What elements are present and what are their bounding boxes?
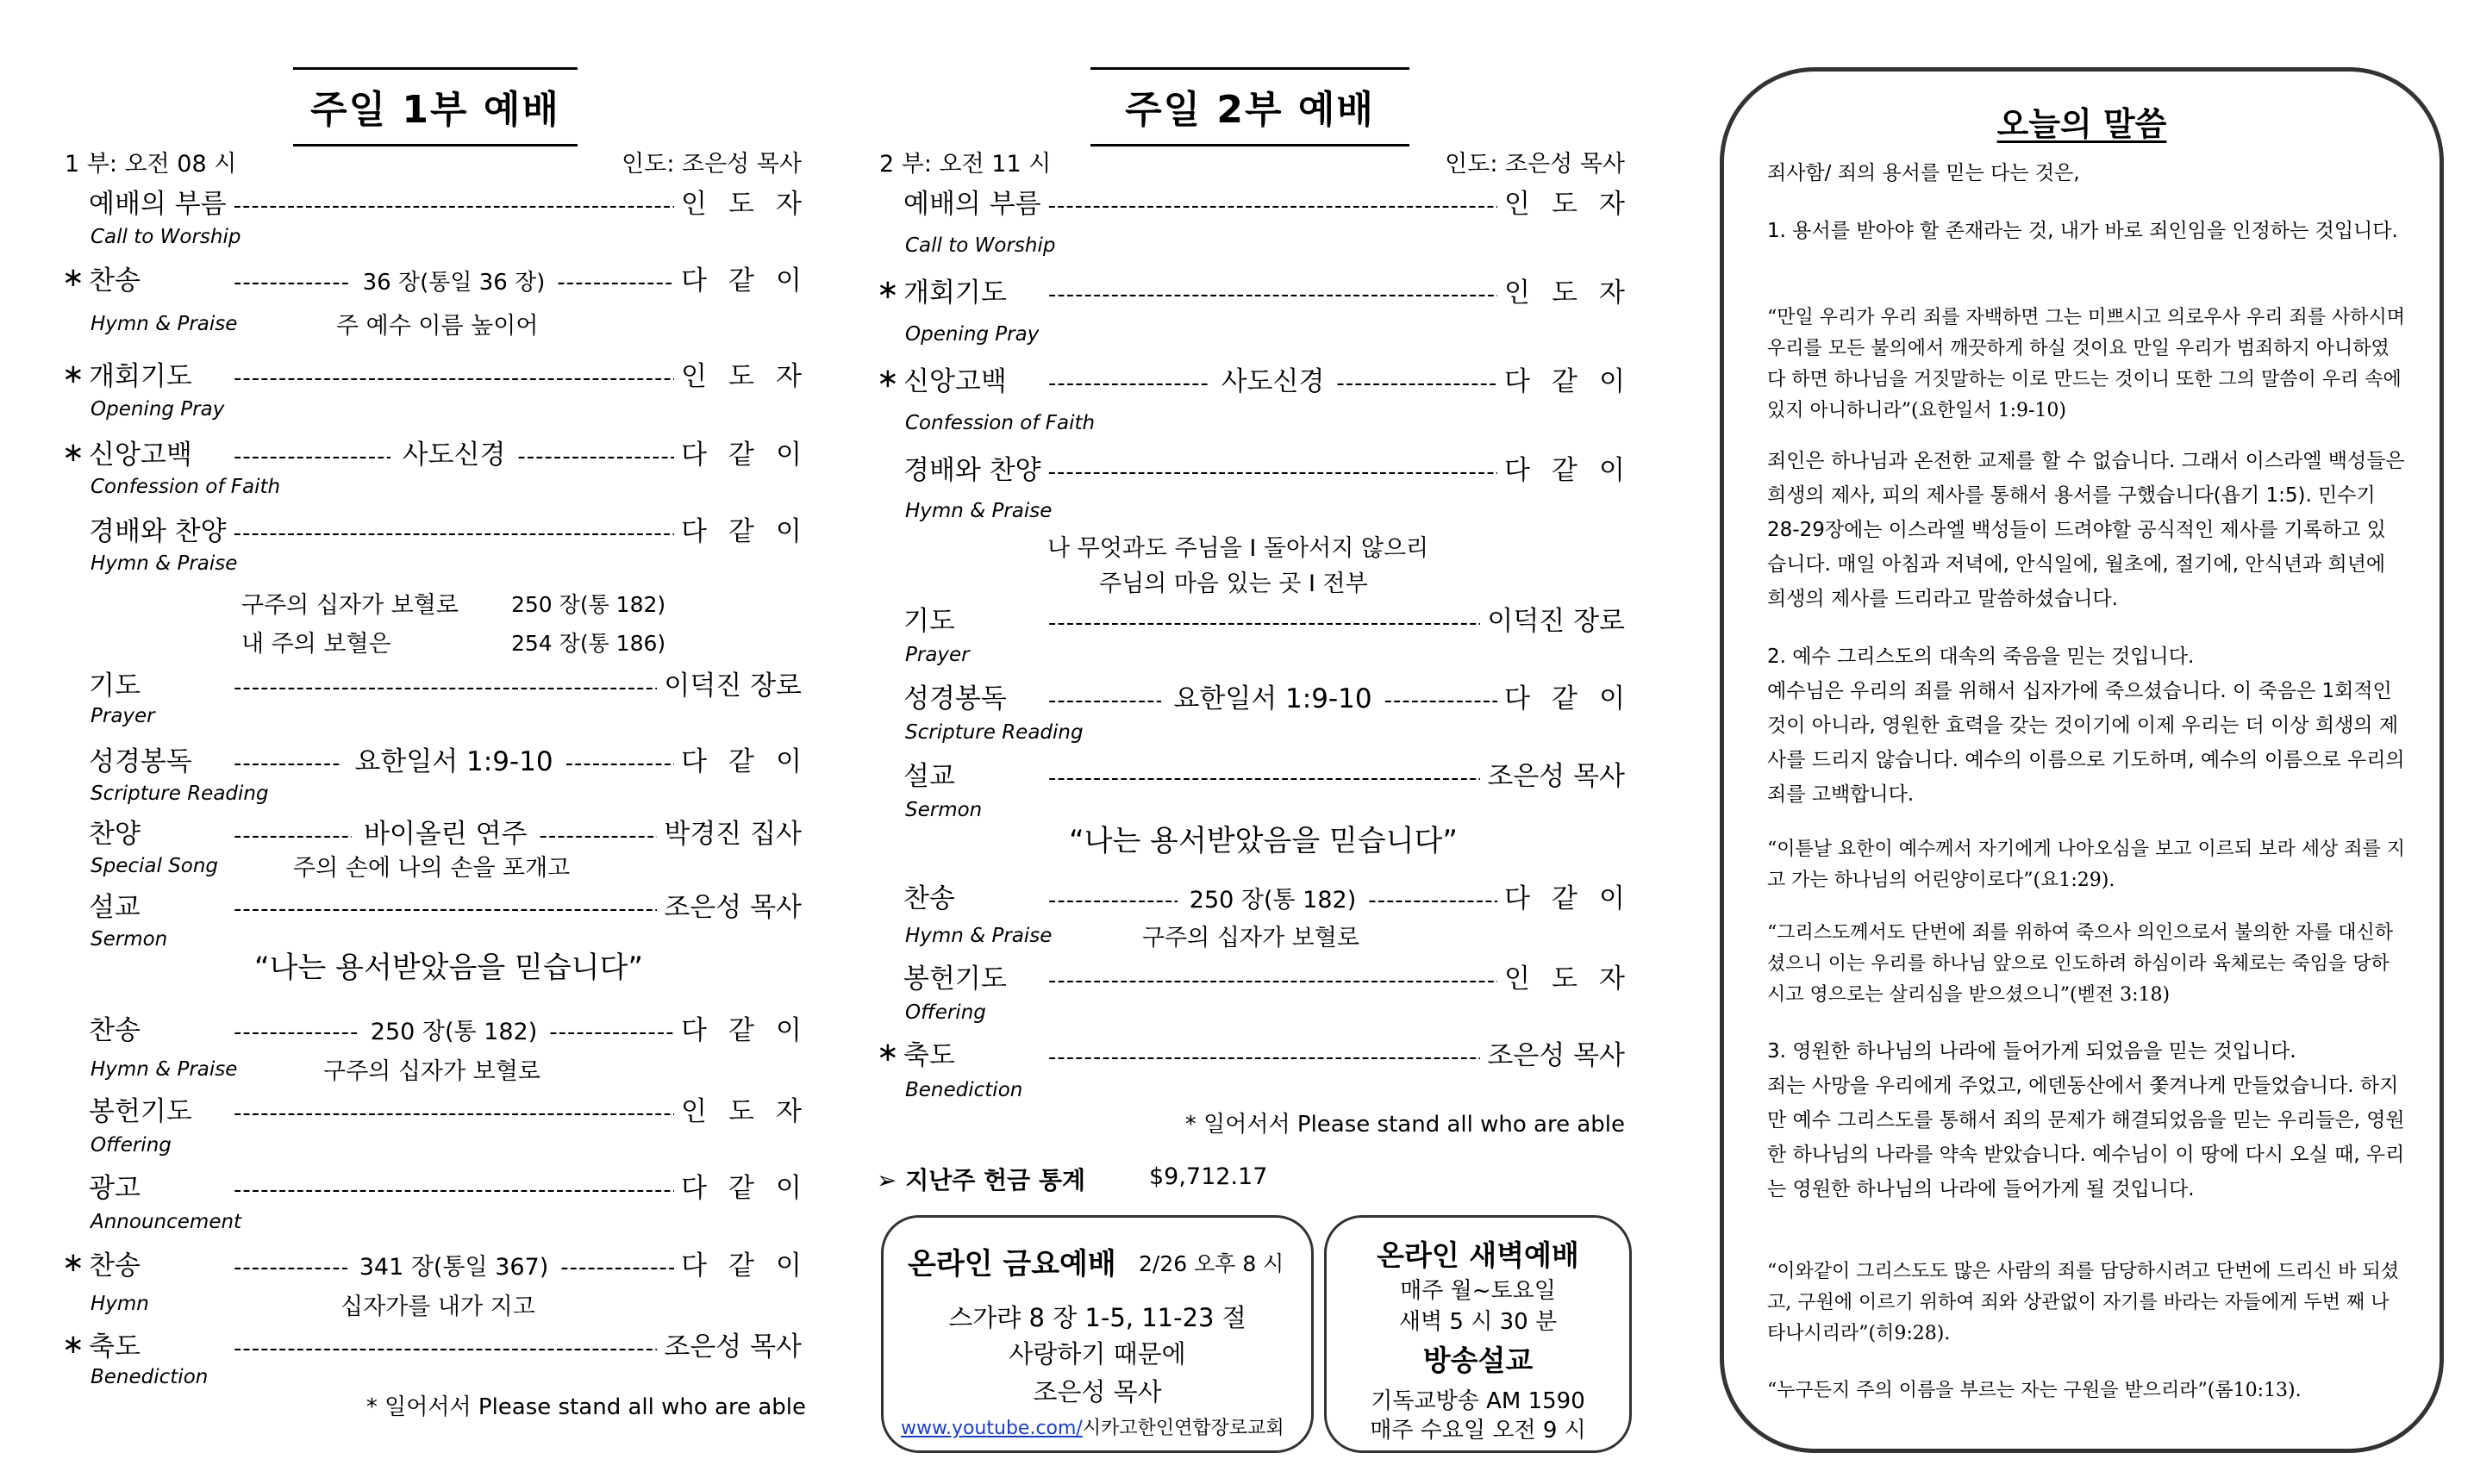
leader-dots xyxy=(1384,688,1497,714)
stand-note: * 일어서서 Please stand all who are able xyxy=(365,1394,806,1420)
leader-dots xyxy=(560,1255,674,1281)
item-performer: 조은성 목사 xyxy=(664,1331,802,1362)
creed-row xyxy=(903,359,1625,397)
sermon-row xyxy=(89,885,802,923)
leader-dots xyxy=(234,1177,674,1203)
item-english: Scripture Reading xyxy=(905,721,1084,744)
leader-dots xyxy=(1048,371,1209,396)
item-english: Prayer xyxy=(905,644,970,666)
leader-dots xyxy=(1048,688,1161,714)
leader-dots xyxy=(557,270,674,296)
broadcast-time: 매주 수요일 오전 9 시 xyxy=(1370,1418,1586,1443)
item-label: 성경봉독 xyxy=(89,746,192,777)
offering-stats-value: $9,712.17 xyxy=(1149,1163,1268,1190)
item-english: Prayer xyxy=(91,705,155,727)
word-point-3: 3. 영원한 하나님의 나라에 들어가게 되었음을 믿는 것입니다. xyxy=(1767,1040,2296,1063)
leader-dots xyxy=(234,193,674,219)
item-label: 기도 xyxy=(89,670,141,701)
opening-prayer-row xyxy=(89,354,802,392)
item-label: 찬송 xyxy=(89,1250,141,1281)
sermon-row xyxy=(903,754,1625,792)
item-label: 경배와 찬양 xyxy=(903,455,1041,486)
stand-note: * 일어서서 Please stand all who are able xyxy=(1184,1112,1625,1138)
item-performer: 다 같 이 xyxy=(681,1250,802,1281)
item-detail: 바이올린 연주 xyxy=(363,819,528,850)
item-detail: 사도신경 xyxy=(1221,366,1325,397)
dawn-title: 온라인 새벽예배 xyxy=(1377,1238,1579,1272)
item-label: 경배와 찬양 xyxy=(89,516,227,547)
item-performer: 인 도 자 xyxy=(1504,189,1625,220)
item-performer: 다 같 이 xyxy=(681,746,803,777)
item-performer: 다 같 이 xyxy=(1504,455,1625,486)
hymn3-row xyxy=(89,1244,802,1281)
todays-word-panel xyxy=(1720,67,2444,1453)
item-label: 설교 xyxy=(903,761,955,792)
item-label: 기도 xyxy=(903,606,955,637)
leader-dots xyxy=(234,751,342,776)
leader-dots xyxy=(234,1255,347,1281)
hymn-row xyxy=(903,876,1625,914)
item-english: Call to Worship xyxy=(91,226,241,248)
item-english: Hymn & Praise xyxy=(905,500,1053,522)
item-detail: 요한일서 1:9-10 xyxy=(1173,683,1372,714)
leader-dots xyxy=(234,896,657,922)
leader-dots xyxy=(234,1336,657,1362)
word-point-2: 2. 예수 그리스도의 대속의 죽음을 믿는 것입니다. xyxy=(1767,645,2195,668)
item-english: Benediction xyxy=(905,1079,1023,1101)
church-name: 시카고한인연합장로교회 xyxy=(1082,1418,1284,1439)
leader-dots xyxy=(549,1019,674,1045)
item-label: 개회기도 xyxy=(89,361,192,392)
word-quote-1: “만일 우리가 우리 죄를 자백하면 그는 미쁘시고 의로우사 우리 죄를 사하시며 우리를 모든 불의에서 깨끗하게 하실 것이요 만일 우리가 범죄하지 아니하였다 하면 하나님을 거짓말하는 이로 만드는 것이니 또한 그의 말씀이 우리 속에 있지 아니하니라”(요한일서 1:9-10) xyxy=(1767,307,2405,421)
song-number: 250 장(통 182) xyxy=(511,592,666,617)
dawn-time: 새벽 5 시 30 분 xyxy=(1398,1309,1558,1335)
item-label: 찬송 xyxy=(903,883,955,914)
leader-dots xyxy=(1048,459,1497,485)
item-label: 예배의 부름 xyxy=(89,189,227,220)
service2-leader: 인도: 조은성 목사 xyxy=(1445,151,1625,178)
hymn1-row xyxy=(89,259,802,296)
song-title: 내 주의 보혈은 xyxy=(241,631,391,658)
leader-dots xyxy=(234,1101,674,1126)
service1-time: 1 부: 오전 08 시 xyxy=(65,151,237,178)
song-title: 주 예수 이름 높이어 xyxy=(336,313,539,340)
leader-dots xyxy=(517,444,674,470)
item-label: 성경봉독 xyxy=(903,683,1007,714)
item-detail: 250 장(통 182) xyxy=(1189,887,1357,913)
leader-dots xyxy=(234,270,351,296)
service2-title: 주일 2부 예배 xyxy=(1090,67,1409,147)
youtube-link[interactable]: www.youtube.com/ xyxy=(901,1418,1083,1439)
word-title: 오늘의 말씀 xyxy=(1996,105,2167,143)
item-label: 개회기도 xyxy=(903,277,1007,309)
item-performer: 다 같 이 xyxy=(681,440,803,471)
dawn-service-box xyxy=(1324,1215,1632,1453)
word-quote-4: “이와같이 그리스도도 많은 사람의 죄를 담당하시려고 단번에 드리신 바 되셨고, 구원에 이르기 위하여 죄와 상관없이 자기를 바라는 자들에게 두번 째 나타나시리라”(히9:28). xyxy=(1767,1261,2399,1344)
word-quote-5: “누구든지 주의 이름을 부르는 자는 구원을 받으리라”(롬10:13). xyxy=(1767,1380,2302,1401)
sermon-title: “나는 용서받았음을 믿습니다” xyxy=(1069,824,1458,858)
leader-dots xyxy=(1048,610,1480,636)
item-label: 봉헌기도 xyxy=(903,963,1007,995)
stand-marker: ∗ xyxy=(877,1037,899,1068)
service2-time: 2 부: 오전 11 시 xyxy=(879,151,1052,178)
item-performer: 인 도 자 xyxy=(681,1096,802,1127)
item-english: Call to Worship xyxy=(905,234,1056,257)
word-intro: 죄사함/ 죄의 용서를 믿는 다는 것은, xyxy=(1767,162,2080,184)
opening-prayer-row xyxy=(903,271,1625,309)
item-label: 설교 xyxy=(89,892,141,923)
song-title: 구주의 십자가 보혈로 xyxy=(241,592,459,619)
song-title: 주의 손에 나의 손을 포개고 xyxy=(293,855,571,882)
benediction-row xyxy=(903,1033,1625,1071)
leader-dots xyxy=(1368,888,1497,913)
item-label: 신앙고백 xyxy=(903,366,1007,397)
friday-service-box xyxy=(881,1215,1314,1453)
leader-dots xyxy=(1048,193,1497,219)
item-label: 찬송 xyxy=(89,265,141,296)
word-paragraph-2: 죄인은 하나님과 온전한 교제를 할 수 없습니다. 그래서 이스라엘 백성들은 희생의 제사, 피의 제사를 통해서 용서를 구했습니다(욥기 1:5). 민수기 28-29장에는 이스라엘 백성들이 드려야할 공식적인 제사를 기록하고 있습니다. 매일 아침과 저녁에, 안식일에, 월초에, 절기에, 안식년과 희년에 희생의 제사를 드리라고 말씀하셨습니다. xyxy=(1767,450,2405,610)
item-english: Hymn xyxy=(91,1293,149,1315)
leader-dots xyxy=(1048,765,1480,791)
leader-dots xyxy=(1048,282,1497,308)
item-english: Hymn & Praise xyxy=(905,925,1053,947)
item-performer: 다 같 이 xyxy=(681,1173,802,1204)
leader-dots xyxy=(1048,888,1178,913)
item-performer: 이덕진 장로 xyxy=(664,670,802,701)
song-title: 구주의 십자가 보혈로 xyxy=(1142,925,1359,951)
leader-dots xyxy=(234,675,657,701)
song-title: 구주의 십자가 보혈로 xyxy=(323,1058,540,1085)
item-detail: 36 장(통일 36 장) xyxy=(362,270,546,296)
service1-leader: 인도: 조은성 목사 xyxy=(622,151,802,178)
item-performer: 다 같 이 xyxy=(681,1015,802,1046)
word-quote-2: “이튿날 요한이 예수께서 자기에게 나아오심을 보고 이르되 보라 세상 죄를 지고 가는 하나님의 어린양이로다”(요1:29). xyxy=(1767,839,2405,891)
leader-dots xyxy=(234,365,674,391)
item-label: 광고 xyxy=(89,1173,141,1204)
friday-title: 온라인 금요예배 xyxy=(908,1247,1116,1281)
song-title: 주님의 마음 있는 곳 I 전부 xyxy=(1099,571,1368,597)
stand-marker: ∗ xyxy=(62,1247,84,1278)
item-english: Benediction xyxy=(91,1366,209,1388)
item-detail: 요한일서 1:9-10 xyxy=(354,746,553,777)
offering-row xyxy=(89,1089,802,1127)
leader-dots xyxy=(234,823,352,849)
item-english: Scripture Reading xyxy=(91,783,269,805)
broadcast-title: 방송설교 xyxy=(1422,1344,1534,1377)
leader-dots xyxy=(234,521,674,546)
announcement-row xyxy=(89,1166,802,1204)
item-performer: 박경진 집사 xyxy=(664,819,802,850)
item-english: Sermon xyxy=(91,928,168,951)
call-to-worship-row xyxy=(89,182,802,220)
offering-row xyxy=(903,957,1625,995)
item-detail: 341 장(통일 367) xyxy=(359,1254,549,1281)
item-english: Hymn & Praise xyxy=(91,1058,238,1081)
stand-marker: ∗ xyxy=(877,363,899,394)
friday-pastor: 조은성 목사 xyxy=(1033,1377,1162,1406)
item-performer: 다 같 이 xyxy=(681,516,802,547)
item-label: 신앙고백 xyxy=(89,440,192,471)
word-point-1: 1. 용서를 받아야 할 존재라는 것, 내가 바로 죄인임을 인정하는 것입니다. xyxy=(1767,220,2398,242)
item-performer: 다 같 이 xyxy=(1504,883,1625,914)
prayer-row xyxy=(89,664,802,701)
item-english: Opening Pray xyxy=(905,323,1040,346)
item-english: Confession of Faith xyxy=(905,412,1096,434)
stand-marker: ∗ xyxy=(62,1329,84,1360)
item-performer: 조은성 목사 xyxy=(1487,761,1625,792)
item-english: Special Song xyxy=(91,855,219,877)
item-english: Opening Pray xyxy=(91,398,225,421)
leader-dots xyxy=(234,444,390,470)
item-label: 축도 xyxy=(903,1040,955,1071)
friday-topic: 사랑하기 때문에 xyxy=(1009,1339,1186,1369)
praise-row xyxy=(903,448,1625,486)
prayer-row xyxy=(903,599,1625,637)
stand-marker: ∗ xyxy=(62,359,84,390)
item-performer: 조은성 목사 xyxy=(664,892,802,923)
call-to-worship-row xyxy=(903,182,1625,220)
sermon-title: “나는 용서받았음을 믿습니다” xyxy=(254,951,643,985)
item-english: Sermon xyxy=(905,799,983,821)
word-quote-3: “그리스도께서도 단번에 죄를 위하여 죽으사 의인으로서 불의한 자를 대신하셨으니 이는 우리를 하나님 앞으로 인도하려 하심이라 육체로는 죽임을 당하시고 영으로는 살리심을 받으셨으니”(벧전 3:18) xyxy=(1767,922,2394,1006)
service1-title: 주일 1부 예배 xyxy=(293,67,578,147)
item-performer: 다 같 이 xyxy=(681,265,802,296)
word-paragraph-3: 예수님은 우리의 죄를 위해서 십자가에 죽으셨습니다. 이 죽음은 1회적인 것이 아니라, 영원한 효력을 갖는 것이기에 이제 우리는 더 이상 희생의 제사를 드리지 않습니다. 예수의 이름으로 기도하며, 예수의 이름으로 우리의 죄를 고백합니다. xyxy=(1767,680,2405,806)
item-english: Offering xyxy=(905,1001,986,1024)
song-title: 십자가를 내가 지고 xyxy=(340,1294,535,1320)
leader-dots xyxy=(1048,968,1497,994)
item-label: 찬양 xyxy=(89,819,141,850)
offering-stats-label: ➢ 지난주 헌금 통계 xyxy=(877,1166,1086,1194)
benediction-row xyxy=(89,1325,802,1362)
friday-passage: 스가랴 8 장 1-5, 11-23 절 xyxy=(948,1303,1246,1332)
item-detail: 사도신경 xyxy=(402,440,506,471)
item-label: 봉헌기도 xyxy=(89,1096,192,1127)
item-performer: 인 도 자 xyxy=(681,189,802,220)
item-performer: 인 도 자 xyxy=(1504,963,1625,995)
stand-marker: ∗ xyxy=(62,262,84,293)
leader-dots xyxy=(565,751,674,776)
item-performer: 조은성 목사 xyxy=(1487,1040,1625,1071)
creed-row xyxy=(89,433,802,471)
friday-date: 2/26 오후 8 시 xyxy=(1139,1251,1284,1276)
hymn2-row xyxy=(89,1008,802,1046)
item-label: 예배의 부름 xyxy=(903,189,1041,220)
item-performer: 다 같 이 xyxy=(1504,366,1626,397)
item-performer: 다 같 이 xyxy=(1504,683,1626,714)
leader-dots xyxy=(1336,371,1497,396)
reading-row xyxy=(903,677,1625,714)
item-english: Hymn & Praise xyxy=(91,552,238,575)
broadcast-station: 기독교방송 AM 1590 xyxy=(1371,1388,1585,1414)
item-performer: 이덕진 장로 xyxy=(1487,606,1625,637)
item-english: Offering xyxy=(91,1134,172,1157)
special-song-row xyxy=(89,812,802,850)
item-label: 찬송 xyxy=(89,1015,141,1046)
praise-row xyxy=(89,509,802,547)
stand-marker: ∗ xyxy=(877,274,899,305)
stand-marker: ∗ xyxy=(62,437,84,468)
item-performer: 인 도 자 xyxy=(1504,277,1625,309)
youtube-link-line xyxy=(901,1413,1284,1440)
item-detail: 250 장(통 182) xyxy=(370,1019,538,1045)
item-performer: 인 도 자 xyxy=(681,361,802,392)
leader-dots xyxy=(1048,1044,1480,1070)
item-label: 축도 xyxy=(89,1331,141,1362)
dawn-days: 매주 월~토요일 xyxy=(1400,1278,1556,1304)
song-number: 254 장(통 186) xyxy=(511,631,666,656)
word-paragraph-4: 죄는 사망을 우리에게 주었고, 에덴동산에서 쫓겨나게 만들었습니다. 하지만 예수 그리스도를 통해서 죄의 문제가 해결되었음을 믿는 우리들은, 영원한 하나님의 나라를 약속 받았습니다. 예수님이 이 땅에 다시 오실 때, 우리는 영원한 하나님의 나라에 들어가게 될 것입니다. xyxy=(1767,1075,2405,1200)
leader-dots xyxy=(539,823,657,849)
item-english: Announcement xyxy=(91,1211,242,1233)
leader-dots xyxy=(234,1019,359,1045)
song-title: 나 무엇과도 주님을 I 돌아서지 않으리 xyxy=(1047,535,1429,562)
item-english: Hymn & Praise xyxy=(91,313,238,335)
reading-row xyxy=(89,739,802,777)
item-english: Confession of Faith xyxy=(91,476,281,498)
